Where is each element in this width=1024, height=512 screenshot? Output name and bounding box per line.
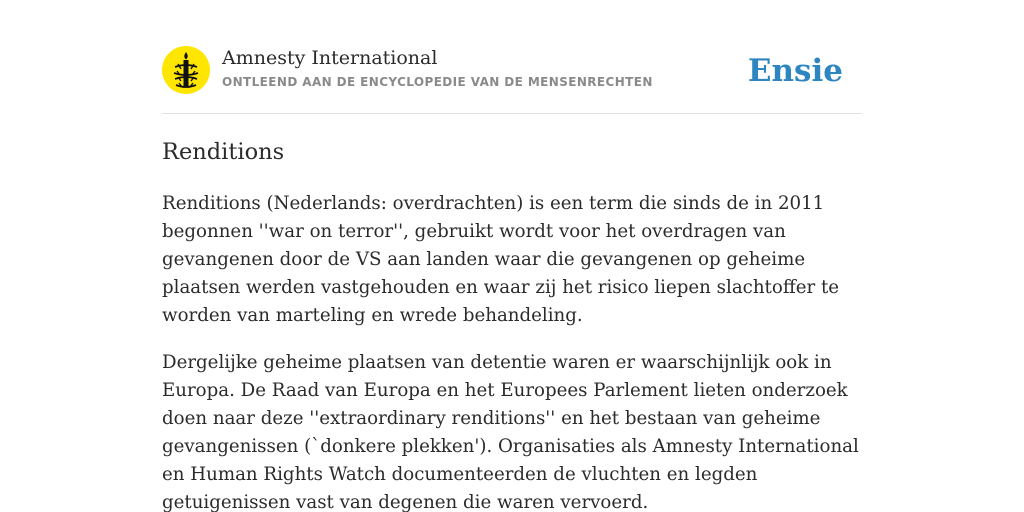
source-subtitle: ONTLEEND AAN DE ENCYCLOPEDIE VAN DE MENSENRECHTEN <box>222 75 653 89</box>
article-title: Renditions <box>162 139 285 165</box>
brand-logo[interactable]: Ensie <box>747 53 843 89</box>
article-page <box>162 0 862 512</box>
source-name[interactable]: Amnesty International <box>222 47 438 69</box>
header-divider <box>162 113 862 114</box>
amnesty-candle-icon <box>162 46 210 94</box>
article-paragraph-1: Renditions (Nederlands: overdrachten) is een term die sinds de in 2011 begonnen ''war on terror'', gebruikt wordt voor het overdragen van gevangenen door de VS aan landen waar die gevangenen op geheime plaatsen werden vastgehouden en waar zij het risico liepen slachtoffer te worden van marteling en wrede behandeling. <box>162 193 840 326</box>
article-paragraph-2: Dergelijke geheime plaatsen van detentie waren er waarschijnlijk ook in Europa. De Raad van Europa en het Europees Parlement lieten onderzoek doen naar deze ''extraordinary renditions'' en het bestaan van geheime gevangenissen (`donkere plekken'). Organisaties als Amnesty International en Human Rights Watch documenteerden de vluchten en legden getuigenissen vast van degenen die waren vervoerd. <box>162 352 859 512</box>
source-header <box>162 46 862 96</box>
amnesty-logo[interactable] <box>162 46 210 94</box>
